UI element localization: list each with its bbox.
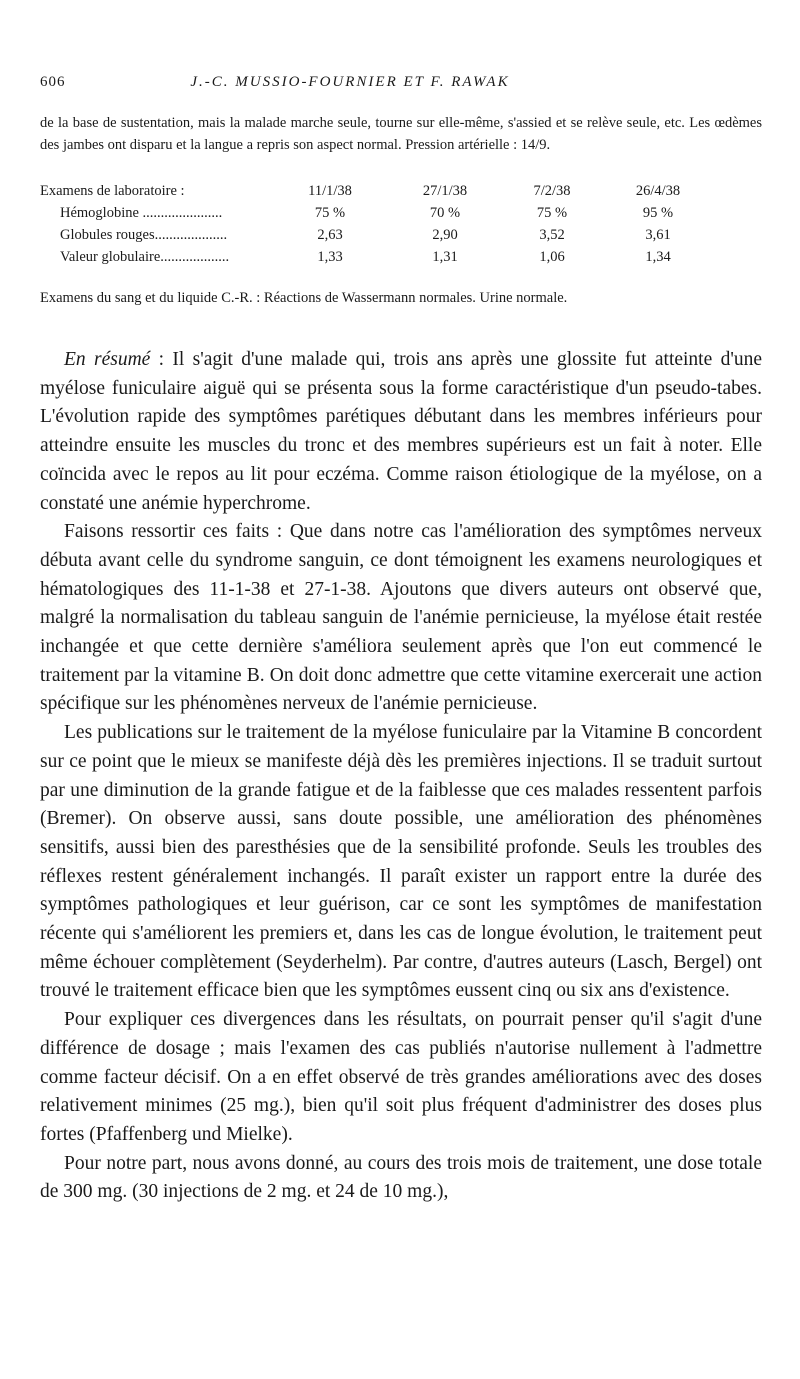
row-label-globules-rouges: Globules rouges....................	[60, 227, 228, 243]
date-cell: 11/1/38	[308, 183, 352, 199]
table-row	[40, 205, 762, 227]
row-label-valeur-globulaire: Valeur globulaire...................	[60, 249, 230, 265]
date-cell: 27/1/38	[422, 183, 468, 199]
main-text	[40, 346, 762, 1207]
lab-results-table	[40, 183, 762, 271]
body-paragraph: Pour expliquer ces divergences dans les résultats, on pourrait penser qu'il s'agit d'une différence de dosage ; mais l'examen des cas publiés n'autorise nullement à l'admettre comme facteur décisif. On a en effet observé de très grandes améliorations avec des doses relativement minimes (25 mg.), bien qu'il soit plus fréquent d'administrer des doses plus fortes (Pfaffenberg und Mielke).	[40, 1009, 762, 1145]
value-cell: 2,90	[432, 227, 458, 243]
summary-lead: En résumé	[64, 349, 151, 370]
value-cell: 1,31	[432, 249, 458, 265]
date-cell: 26/4/38	[635, 183, 681, 199]
value-cell: 2,63	[317, 227, 343, 243]
running-title-authors: J.-C. MUSSIO-FOURNIER ET F. RAWAK	[190, 74, 510, 90]
lab-table-title: Examens de laboratoire :	[40, 183, 185, 199]
page-number: 606	[40, 74, 66, 90]
value-cell: 1,06	[539, 249, 565, 265]
lab-header-row	[40, 183, 762, 205]
row-label-hemoglobine: Hémoglobine ......................	[60, 205, 223, 221]
table-row	[40, 227, 762, 249]
value-cell: 75 %	[536, 205, 568, 221]
value-cell: 1,34	[645, 249, 671, 265]
date-cell: 7/2/38	[533, 183, 571, 199]
table-row	[40, 249, 762, 271]
intro-paragraph: de la base de sustentation, mais la malade marche seule, tourne sur elle-même, s'assied et se relève seule, etc. Les œdèmes des jambes ont disparu et la langue a repris son aspect normal. Pression artérielle : 14/9.	[40, 115, 762, 153]
body-paragraph: Pour notre part, nous avons donné, au cours des trois mois de traitement, une dose totale de 300 mg. (30 injections de 2 mg. et 24 de 10 mg.),	[40, 1152, 762, 1203]
body-paragraph: Faisons ressortir ces faits : Que dans notre cas l'amélioration des symptômes nerveux débuta avant celle du syndrome sanguin, ce dont témoignent les examens neurologiques et hématologiques des 11-1-38 et 27-1-38. Ajoutons que divers auteurs ont observé que, malgré la normalisation du tableau sanguin de l'anémie pernicieuse, la myélose était restée inchangée et que cette dernière s'améliora seulement après que l'on eut commencé le traitement par la vitamine B. On doit donc admettre que cette vitamine exercerait une action spécifique sur les phénomènes nerveux de l'anémie pernicieuse.	[40, 521, 762, 715]
value-cell: 1,33	[317, 249, 343, 265]
value-cell: 3,61	[645, 227, 671, 243]
summary-paragraph	[40, 346, 762, 518]
value-cell: 70 %	[429, 205, 461, 221]
value-cell: 95 %	[642, 205, 674, 221]
summary-text: : Il s'agit d'une malade qui, trois ans après une glossite fut atteinte d'une myélose funiculaire aiguë qui se présenta sous la forme caractéristique d'un pseudo-tabes. L'évolution rapide des symptômes parétiques débutant dans les membres inférieurs pour atteindre ensuite les muscles du tronc et des membres supérieurs est un fait à noter. Elle coïncida avec le repos au lit pour eczéma. Comme raison étiologique de la myélose, on a constaté une anémie hyperchrome.	[40, 349, 762, 514]
value-cell: 3,52	[539, 227, 565, 243]
body-paragraph: Les publications sur le traitement de la myélose funiculaire par la Vitamine B concordent sur ce point que le mieux se manifeste déjà dès les premières injections. Il se traduit surtout par une diminution de la grande fatigue et de la faiblesse que ces malades ressentent parfois (Bremer). On observe aussi, sans doute possible, une amélioration des phénomènes sensitifs, aussi bien des paresthésies que de la sensibilité profonde. Seuls les troubles des réflexes restent généralement inchangés. Il paraît exister un rapport entre la durée des symptômes pathologiques et leur guérison, car ce sont les symptômes de manifestation récente qui s'améliorent les premiers et, dans les cas de longue évolution, le traitement peut même échouer complètement (Seyderhelm). Par contre, d'autres auteurs (Lasch, Bergel) ont trouvé le traitement efficace bien que les symptômes eussent cinq ou six ans d'existence.	[40, 722, 762, 1002]
value-cell: 75 %	[314, 205, 346, 221]
blood-exam-paragraph: Examens du sang et du liquide C.-R. : Réactions de Wassermann normales. Urine normale.	[40, 290, 568, 306]
